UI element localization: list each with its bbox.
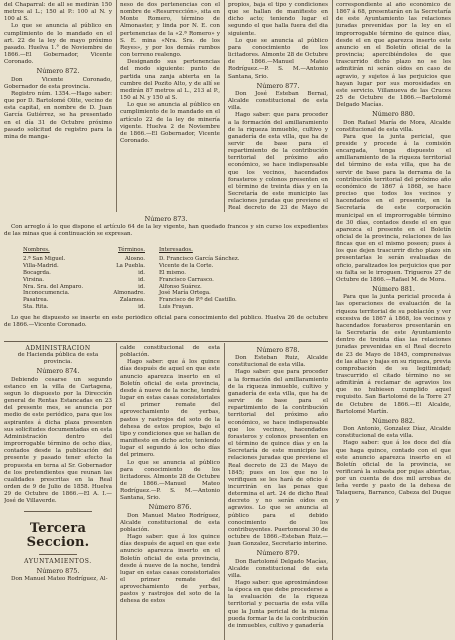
paragraph: correspondiente al año económico de 1867 á 68, presentarán en la Secretaría de este Ayuntamiento las relaciones juradas prevenidas por la ley en el improrrogable término de quince días, desde el en que aparezca inserto este anuncio en el Boletín oficial de la provincia; apercibiéndoles de que trascurrido dicho plazo no se les admitirán ni serán oídos en caso de agravio, y sujetos á las perjuicios que hayan lugar por sus morosidades en este servicio. Villanueva de las Cruces 25 de Octubre de 1866.—Bartolomé Delgado Macías. xyxy=(336,2,451,109)
column-1-bottom xyxy=(4,345,112,638)
divider xyxy=(24,511,92,512)
cell: La Puebla. xyxy=(116,262,145,269)
cell: Villa-Madrid. xyxy=(23,262,59,269)
notice-number: Número 876. xyxy=(148,503,192,512)
cell: Nra. Sra. del Amparo. xyxy=(23,283,84,290)
column-2-bottom xyxy=(120,345,220,638)
paragraph: Don José Esteban Bernal, Alcalde constitucional de esta villa. xyxy=(228,90,328,112)
table-row xyxy=(23,263,313,270)
section-subtitle: AYUNTAMIENTOS. xyxy=(24,558,92,566)
paragraph: Don Esteban Ruiz, Alcalde constitucional de esta villa. xyxy=(228,355,328,369)
paragraph: Lo que se anuncia al público para conocimiento de los licitadores. Almonte 28 de Octubre de 1866.—Manuel Mateo Rodríguez.—P. S. M.—Antonio Santana, Srio. xyxy=(120,459,220,502)
column-3-top xyxy=(228,2,328,210)
paragraph: Registro núm. 1354.—Hago saber: que por D. Bartolomé Olite, vecino de esta capital, en nombre de D. Juan García Gutiérrez, se ha presentado en el día 31 de Octubre próximo pasado solicitud de registro para la mina de manga- xyxy=(4,90,112,140)
cell: Inconocumencia. xyxy=(23,290,70,297)
paragraph: Para que la junta pericial, que preside y procede á la comisión encargada, tenga dispuesto el amillaramiento de la riqueza territorial del término de esta villa, que ha de servir de base para la derrama de la contribución territorial del próximo año económico de 1867 á 1868, se hace preciso que todos los vecinos y hacendados en el presente, en la Secretaría de este corporación municipal en el improrrogable término de 30 días, contados desde el en que aparezca el presente en el Boletín oficial de la provincia, relaciones de las fincas que en el mismo poseen; pues á los que dejen trascurrir dicho plazo sin presentarlas le serán evaluadas de oficio, paralizados los perjuicios que por su falta se le irroguen. Trigueros 27 de Octubre de 1866.—Rafael M. de Mora. xyxy=(336,133,451,283)
cell: Luis Frayan. xyxy=(159,304,194,311)
cell: Virsina. xyxy=(23,276,44,283)
paragraph: Hago saber: que á los doce del día que haga quince, contado con el que este anuncio aparezca inserto en el Boletín oficial de la provincia, se verificará la subasta por pujas abiertas, por un cuenta de dos mil arrobas de leña verde y pasto de la dehesa de Talaquera, Barranco, Cabeza del Duque y xyxy=(336,440,451,504)
paragraph: Para que la junta pericial proceda á las operaciones de evaluación de la riqueza territorial de su población y ver excesiva de 1867 á 1868, los vecinos y hacendados forasteros presentarán en la Secretaría de este Ayuntamiento dentro de treinta días las relaciones juradas prevenidas en el Real decreto de 23 de Mayo de 1845, comprensivas de las altas y bajas en su riqueza, previa comprobación de su legitimidad; trascurrido el citado término no se admitirán á reclamar de agravios los que no hubiesen cumplido aquel requisito. San Bartolomé de la Torre 27 de Octubre de 1866.—El Alcalde, Bartolomé Martín. xyxy=(336,294,451,415)
cell: id. xyxy=(138,304,145,311)
column-divider xyxy=(224,0,225,212)
table-row xyxy=(23,304,313,311)
mines-table xyxy=(23,247,313,311)
notice-number: Número 873. xyxy=(144,215,188,223)
paragraph: Hago saber: que á los quince días después de aquel en que este anuncio aparezca inserto en el Boletín oficial de esta provincia, desde á nueve de la noche, tendrá lugar en estas casas consistoriales el primer remate del aprovechamiento de yerbas, pastos y rastrojos del soto de la dehesa de estos xyxy=(120,534,220,605)
cell: El mismo. xyxy=(159,269,186,276)
cell: Zalamea. xyxy=(119,297,145,304)
header-terminos: Términos. xyxy=(118,247,145,253)
cell: Francisco Carrasco. xyxy=(159,276,214,283)
paragraph: Lo que se anuncia al público en cumplimiento de lo mandado en el art. 22 de la ley de mayo próximo pasado. Huelva 1.° de Noviembre de 1866.—El Gobernador, Vicente Coronado. xyxy=(4,23,112,66)
column-1-top xyxy=(4,2,112,210)
paragraph: Lo que se anuncia al público para conocimiento de los licitadores. Almonte 28 de Octubre de 1866.—Manuel Mateo Rodríguez.—P. S. M.—Antonio Santana, Srio. xyxy=(228,37,328,80)
paragraph: Lo que se anuncia al público en cumplimiento de lo mandado en el artículo 22 de la ley de minería vigente. Huelva 2 de Noviembre de 1866.—El Gobernador, Vicente Coronado. xyxy=(120,102,220,144)
section-heading: ADMINISTRACION xyxy=(25,345,91,352)
cell: 2.ª San Miguel. xyxy=(23,255,66,262)
paragraph: propios, baja el tipo y condiciones que se hallan de manifiesto en dicho acto; teniendo lugar el segundo el que halla fuera del dia siguiente. xyxy=(228,2,328,37)
notice-number: Número 879. xyxy=(256,549,300,558)
notice-number: Número 875. xyxy=(36,566,80,575)
column-divider xyxy=(332,0,333,640)
paragraph: Lo que he dispuesto se inserte en este periódico oficial para conocimiento del público. Huelva 26 de octubre de 1866.—Vicente Coronado. xyxy=(4,315,328,329)
paragraph: Don Antonio, Gonzalez Díaz, Alcalde constitucional de esta villa. xyxy=(336,426,451,440)
paragraph: Don Manuel Mateo Rodríguez, Al- xyxy=(11,575,108,582)
column-divider xyxy=(224,343,225,640)
paragraph: Hago saber: que para proceder a la formación del amillaramiento de la riqueza inmueble, cultivo y ganadería de esta villa, que ha de servir de base para el repartimiento de la contribución territorial del próximo año económico, se hace indispensable que los vecinos, hacendados forasteros y colonos presenten en el término de quince días y en la Secretaría de este municipio las relaciones juradas que previene el Real decreto de 23 de Mayo de 1845; pues en los que no lo verifiquen se les hará de oficio é incurrirán en las penas que determina el art. 24 de dicho Real decreto y no serán oídos en agravios. Lo que se anuncia al público para el debido conocimiento de los contribuyentes. Puertomoral 30 de octubre de 1866.–Esteban Ruiz.—Juan Gonzalez, Secretario interino. xyxy=(228,369,328,548)
paragraph: Designando sus pertenencias del modo siguiente: punto de partida una zanja abierta en la cumbre del Pozito Alto, y de allí se medirán 87 metros al L., 213 al P., 150 al N. y 150 al S. xyxy=(120,59,220,102)
table-row xyxy=(23,256,313,263)
notice-number: Número 872. xyxy=(36,67,80,76)
cell: Alosno. xyxy=(125,255,145,262)
cell: Alfonso Suárez. xyxy=(159,283,202,290)
table-row xyxy=(23,277,313,284)
paragraph: Hago saber: que á los quince días después de aquel en que este anuncio aparezca inserto en el Boletín oficial de esta provincia, desde á nueve de la noche, tendrá lugar en estas casas consistoriales el primer remate del aprovechamiento de yerbas, pastos y rastrojos del soto de la dehesa de estos propios, bajo el tipo y condiciones que se hallan de manifiesto en dicho acto; teniendo lugar el segundo á los ocho días del primero. xyxy=(120,359,220,459)
column-2-top xyxy=(120,2,220,210)
table-row xyxy=(23,297,313,304)
column-divider xyxy=(116,343,117,640)
table-header xyxy=(23,247,313,254)
table-row xyxy=(23,270,313,277)
cell: Vicente de la Corte. xyxy=(159,262,214,269)
paragraph: Con arreglo á lo que dispone el artículo 64 de la ley vigente, han quedado francos y sin curso los expedientes de las minas que á continuación se expresan. xyxy=(4,224,328,238)
cell: Bocagrda. xyxy=(23,269,51,276)
column-4 xyxy=(336,2,451,638)
cell: Sta. Rita. xyxy=(23,304,49,311)
cell: Almonadre. xyxy=(113,290,145,297)
section-subheading: de Hacienda pública de esta provincia. xyxy=(17,352,99,366)
column-3-bottom xyxy=(228,345,328,638)
paragraph: del Chaparral: de all se medirán 150 metros al L.; 150 al P.: 100 al N. y 100 al S. xyxy=(4,2,112,23)
section-title: Tercera Seccion. xyxy=(26,521,90,551)
cell: id. xyxy=(138,283,145,290)
column-divider xyxy=(116,0,117,212)
paragraph: Don Manuel Mateo Rodríguez, Alcalde constitucional de esta población. xyxy=(120,512,220,533)
paragraph: Hago saber: que aproximándose la época en que debe procederse a la evaluación de la riqueza territorial y pecuaria de esta villa que la Junta pericial de la misma pueda formar la de la contribución de inmuebles, cultivo y ganadería xyxy=(228,580,328,629)
header-nombres: Nombres. xyxy=(23,247,50,253)
cell: id. xyxy=(138,276,145,283)
notice-number: Número 882. xyxy=(372,416,415,425)
paragraph: Don Rafael María de Mora, Alcalde constitucional de esta villa. xyxy=(336,119,451,133)
cell: Pasatrea. xyxy=(23,297,49,304)
header-interesados: Interesados. xyxy=(159,247,193,253)
paragraph: neso de dos pertenencias con el nombre de «Resurrección», sita en Monte Romero, término de Almonaster, y linda por N. E. con pertenencias de la «2.ª Romero» y S. E. mina «Nra. Sra. de los Reyes», y por los demás rumbos con terreno realengo. xyxy=(120,2,220,59)
paragraph: Hago saber: que para proceder a la formación del amillaramiento de la riqueza inmueble, cultivo y ganadería de esta villa, que ha de servir de base para el repartimiento de la contribución territorial del próximo año económico, se hace indispensable que los vecinos, hacendados forasteros y colonos presenten en el término de treinta días y en la Secretaría de este municipio las relaciones juradas que previene el Real decreto de 23 de Mayo de xyxy=(228,112,328,210)
notice-873-outro xyxy=(4,315,328,339)
section-rule xyxy=(4,341,328,342)
cell: Francisco de P.ª del Castillo. xyxy=(159,297,237,304)
paragraph: calde constitucional de esta población. xyxy=(120,345,220,359)
paragraph: Don Bartolomé Delgado Macías, Alcalde constitucional de esta villa. xyxy=(228,558,328,579)
notice-number: Número 877. xyxy=(256,81,300,90)
notice-number: Número 878. xyxy=(256,346,300,354)
cell: D. Francisco García Sánchez. xyxy=(159,255,240,262)
cell: José María Ortega. xyxy=(159,290,211,297)
paragraph: Debiendo cesarse un segundo estanco en la villa de Cartagena, segun lo dispuesto por la Dirección general de Rentas Estancadas en 23 del presente mes, se anuncia por medio de este periódico, para que los aspirantes á dicha plaza presenten sus solicitudes documentadas en esta Administración dentro del improrrogable término de ocho días, contados desde la publicación del presente y pasado tener efecto la propuesta en terna al Sr. Gobernador de los pretendientes que reunan las cualidades prescritas en la Real orden de 9 de Julio de 1858. Huelva 29 de Octubre de 1866.—El A. I.—José de Villaverde. xyxy=(4,376,112,505)
notice-number: Número 880. xyxy=(372,110,415,119)
notice-number: Número 881. xyxy=(372,285,415,294)
paragraph: Don Vicente Coronado, Gobernador de esta provincia. xyxy=(4,76,112,90)
notice-number: Número 874. xyxy=(36,367,80,376)
cell: id. xyxy=(138,269,145,276)
divider xyxy=(39,554,77,555)
